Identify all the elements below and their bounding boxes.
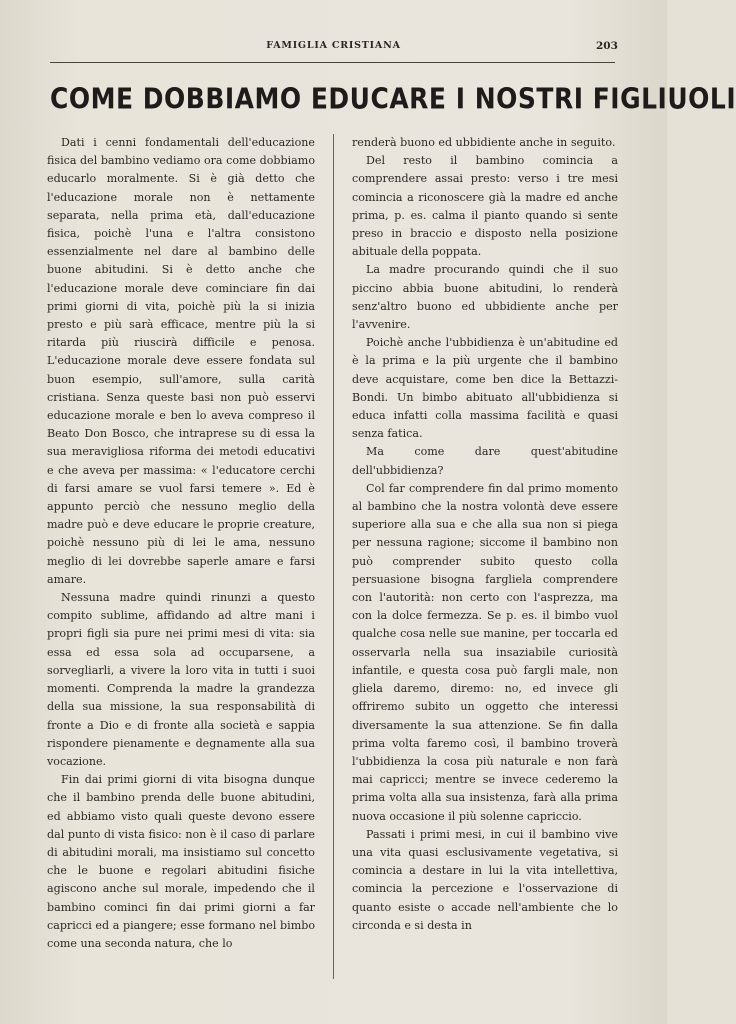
paragraph: Dati i cenni fondamentali dell'educazione fisica del bambino vediamo ora come dobbiamo educarlo moralmente. Si è già detto che l'educazione morale non è nettamente separata, nella prima età, dall'educazione fisica, poichè l'una e l'altra consistono essenzialmente nel dare al bambino delle buone abitudini. Si è detto anche che l'educazione morale deve cominciare fin dai primi giorni di vita, poichè più la si inizia presto e più sarà efficace, mentre più la si ritarda più riuscirà difficile e penosa. L'educazione morale deve essere fondata sul buon esempio, sull'amore, sulla carità cristiana. Senza queste basi non può esservi educazione morale e ben lo aveva compreso il Beato Don Bosco, che intraprese su di essa la sua meravigliosa riforma dei metodi educativi e che aveva per massima: « l'educatore cerchi di farsi amare se vuol farsi temere ». Ed è appunto perciò che nessuno meglio della madre può e deve educare le proprie creature, poichè nessuno più di lei le ama, nessuno meglio di lei dovrebbe saperle amare e farsi amare.: [47, 136, 315, 586]
running-head: [0, 40, 667, 60]
paragraph-continuation: renderà buono ed ubbidiente anche in seguito.: [352, 136, 616, 149]
left-column: [47, 134, 315, 953]
paragraph: Col far comprendere fin dal primo momento al bambino che la nostra volontà deve essere superiore alla sua e che alla sua non si piega per nessuna ragione; siccome il bambino non può comprender subito questo colla persuasione bisogna fargliela comprendere con l'autorità: non certo con l'asprezza, ma con la dolce fermezza. Se p. es. il bimbo vuol qualche cosa nelle sue manine, per toccarla ed osservarla nella sua insaziabile curiosità infantile, e questa cosa può fargli male, non gliela daremo, diremo: no, ed invece gli offriremo subito un oggetto che interessi diversamente la sua attenzione. Se fin dalla prima volta faremo così, il bambino troverà l'ubbidienza la cosa più naturale e non farà mai capricci; mentre se invece cederemo la prima volta alla sua insistenza, farà alla prima nuova occasione il più solenne capriccio.: [352, 481, 618, 823]
header-rule: [50, 62, 615, 63]
paragraph: Fin dai primi giorni di vita bisogna dunque che il bambino prenda delle buone abitudini, ed abbiamo visto quali queste devono essere dal punto di vista fisico: non è il caso di parlare di abitudini morali, ma insistiamo sul concetto che le buone e regolari abitudini fisiche agiscono anche sul morale, impedendo che il bambino cominci fin dai primi giorni a far capricci ed a piangere; esse formano nel bimbo come una seconda natura, che lo: [47, 773, 315, 950]
paragraph: La madre procurando quindi che il suo piccino abbia buone abitudini, lo renderà senz'altro buono ed ubbidiente anche per l'avvenire.: [352, 263, 618, 332]
right-column: [352, 134, 618, 935]
column-divider: [333, 134, 334, 979]
journal-name: FAMIGLIA CRISTIANA: [266, 40, 401, 51]
article-title: COME DOBBIAMO EDUCARE I NOSTRI FIGLIUOLI: [50, 82, 736, 116]
paragraph: Del resto il bambino comincia a comprendere assai presto: verso i tre mesi comincia a riconoscere già la madre ed anche prima, p. es. calma il pianto quando si sente preso in braccio e disposto nella posizione abituale della poppata.: [352, 154, 618, 259]
paragraph: Passati i primi mesi, in cui il bambino vive una vita quasi esclusivamente vegetativa, si comincia a destare in lui la vita intellettiva, comincia la percezione e l'osservazione di quanto esiste o accade nell'ambiente che lo circonda e si desta in: [352, 827, 618, 932]
paragraph: Ma come dare quest'abitudine dell'ubbidienza?: [352, 445, 618, 477]
paragraph: Poichè anche l'ubbidienza è un'abitudine ed è la prima e la più urgente che il bambino deve acquistare, come ben dice la Bettazzi-Bondi. Un bimbo abituato all'ubbidienza si educa infatti colla massima facilità e quasi senza fatica.: [352, 336, 618, 441]
paragraph: Nessuna madre quindi rinunzi a questo compito sublime, affidando ad altre mani i propri figli sia pure nei primi mesi di vita: sia essa ed essa sola ad occuparsene, a sorvegliarli, a vivere la loro vita in tutti i suoi momenti. Comprenda la madre la grandezza della sua missione, la sua responsabilità di fronte a Dio e di fronte alla società e sappia rispondere pienamente e degnamente alla sua vocazione.: [47, 591, 315, 768]
page-number: 203: [596, 40, 618, 52]
